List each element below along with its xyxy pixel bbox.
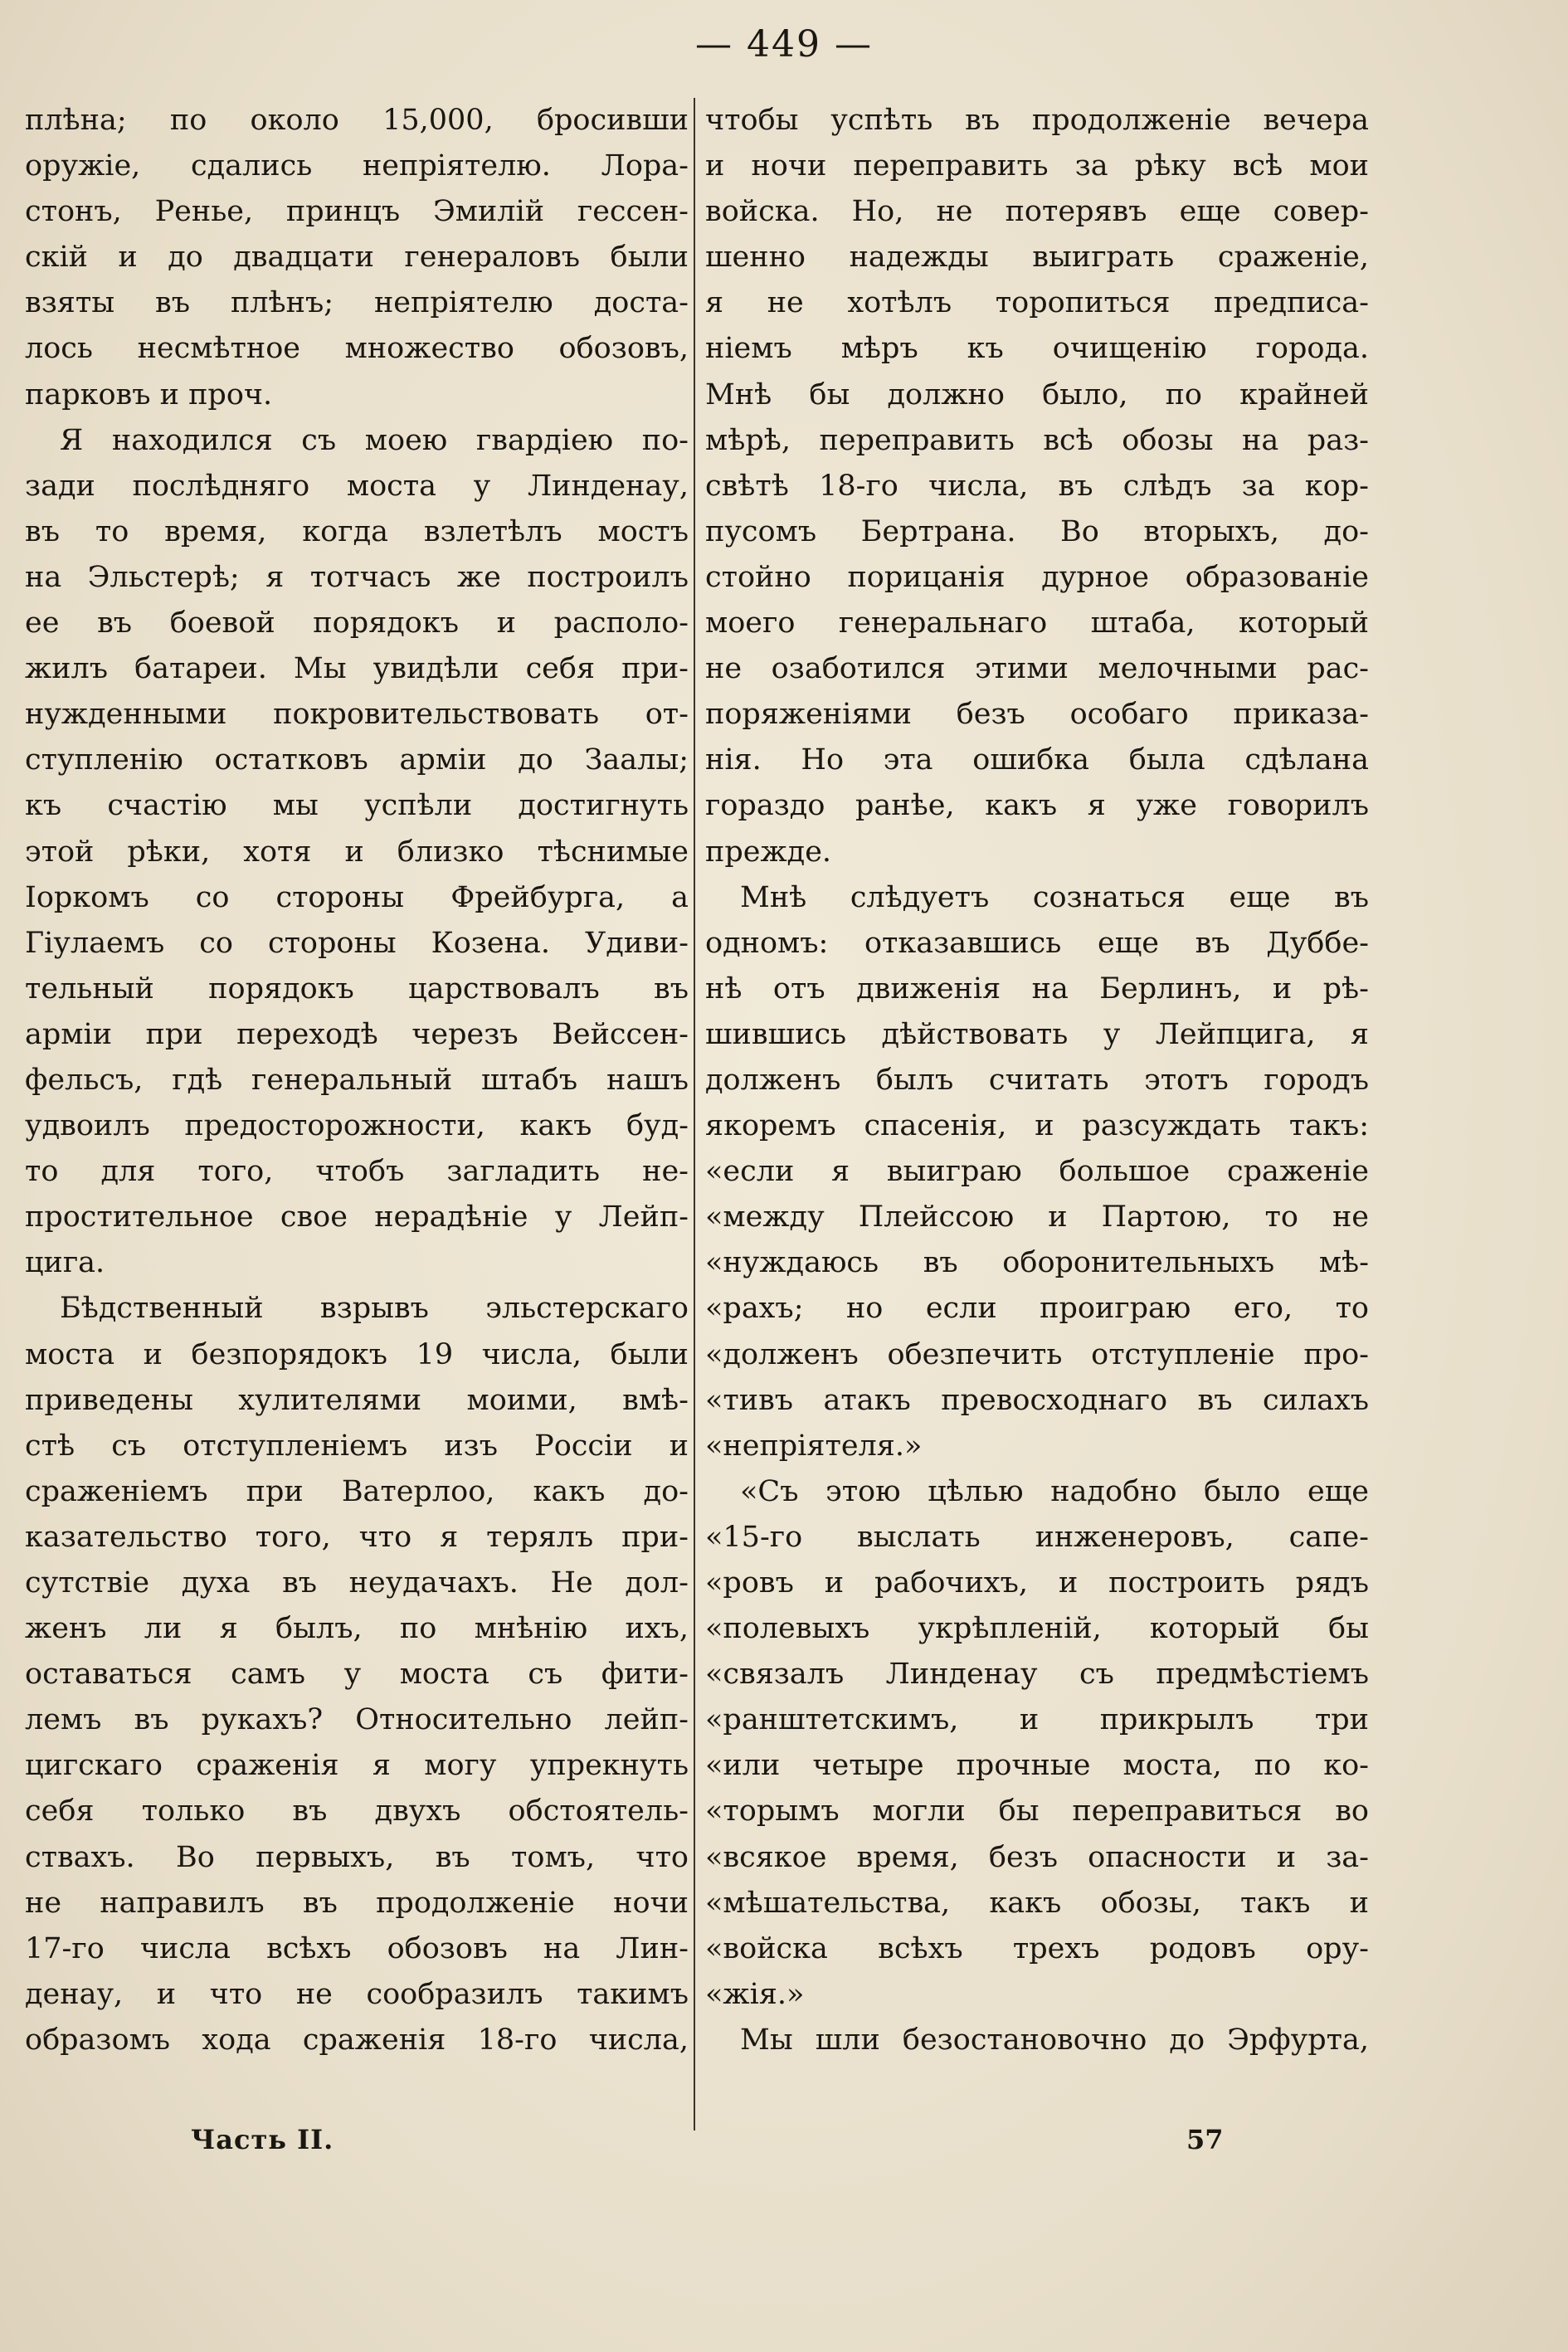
text-line: Бѣдственный взрывъ эльстерскаго: [60, 1292, 689, 1326]
text-line: не направилъ въ продолженіе ночи: [25, 1886, 689, 1920]
text-line: цигскаго сраженія я могу упрекнуть: [25, 1749, 689, 1783]
text-line: ствахъ. Во первыхъ, въ томъ, что: [25, 1840, 689, 1874]
text-line: свѣтѣ 18-го числа, въ слѣдъ за кор-: [705, 469, 1369, 503]
text-line: лось несмѣтное множество обозовъ,: [25, 332, 689, 366]
text-line: нужденными покровительствовать от-: [25, 698, 689, 732]
text-line: «жія.»: [705, 1977, 805, 2011]
text-line: «ранштетскимъ, и прикрылъ три: [705, 1703, 1369, 1737]
text-line: «непріятеля.»: [705, 1429, 923, 1463]
column-divider: [694, 98, 695, 2130]
text-line: стонъ, Ренье, принцъ Эмилій гессен-: [25, 195, 689, 229]
text-line: не озаботился этими мелочными рас-: [705, 652, 1369, 686]
text-line: войска. Но, не потерявъ еще совер-: [705, 195, 1369, 229]
text-line: арміи при переходѣ черезъ Вейссен-: [25, 1017, 689, 1051]
text-line: себя только въ двухъ обстоятель-: [25, 1794, 689, 1829]
text-line: «мѣшательства, какъ обозы, такъ и: [705, 1886, 1369, 1920]
text-line: Іоркомъ со стороны Фрейбурга, а: [25, 880, 689, 914]
text-line: оружіе, сдались непріятелю. Лора-: [25, 149, 689, 183]
text-line: мѣрѣ, переправить всѣ обозы на раз-: [705, 423, 1369, 457]
text-line: «если я выиграю большое сраженіе: [705, 1155, 1369, 1189]
text-line: Мнѣ слѣдуетъ сознаться еще въ: [740, 880, 1369, 914]
text-line: стойно порицанія дурное образованіе: [705, 560, 1369, 594]
text-line: «войска всѣхъ трехъ родовъ ору-: [705, 1931, 1369, 1965]
text-line: якоремъ спасенія, и разсуждать такъ:: [705, 1109, 1369, 1143]
text-line: сутствіе духа въ неудачахъ. Не дол-: [25, 1566, 689, 1600]
text-line: удвоилъ предосторожности, какъ буд-: [25, 1109, 689, 1143]
text-line: Мнѣ бы должно было, по крайней: [705, 377, 1369, 411]
footer-sheet-number: 57: [1186, 2124, 1224, 2155]
text-line: прежде.: [705, 835, 832, 869]
text-line: образомъ хода сраженія 18-го числа,: [25, 2023, 689, 2057]
text-line: нія. Но эта ошибка была сдѣлана: [705, 743, 1369, 777]
text-line: «Съ этою цѣлью надобно было еще: [740, 1474, 1369, 1508]
text-line: простительное свое нерадѣніе у Лейп-: [25, 1200, 689, 1234]
text-line: оставаться самъ у моста съ фити-: [25, 1658, 689, 1692]
footer-signature: Часть II.: [191, 2124, 334, 2155]
text-line: «тивъ атакъ превосходнаго въ силахъ: [705, 1383, 1369, 1417]
text-line: 17-го числа всѣхъ обозовъ на Лин-: [25, 1931, 689, 1965]
text-line: моего генеральнаго штаба, который: [705, 606, 1369, 640]
text-line: гораздо ранѣе, какъ я уже говорилъ: [705, 789, 1369, 823]
text-line: лемъ въ рукахъ? Относительно лейп-: [25, 1703, 689, 1737]
text-line: къ счастію мы успѣли достигнуть: [25, 789, 689, 823]
text-line: казательство того, что я терялъ при-: [25, 1520, 689, 1554]
text-line: пусомъ Бертрана. Во вторыхъ, до-: [705, 514, 1369, 548]
text-line: женъ ли я былъ, по мнѣнію ихъ,: [25, 1612, 689, 1646]
text-line: цига.: [25, 1246, 105, 1280]
text-line: денау, и что не сообразилъ такимъ: [25, 1977, 689, 2011]
text-line: «между Плейссою и Партою, то не: [705, 1200, 1369, 1234]
text-line: поряженіями безъ особаго приказа-: [705, 698, 1369, 732]
text-line: «нуждаюсь въ оборонительныхъ мѣ-: [705, 1246, 1369, 1280]
text-line: парковъ и проч.: [25, 377, 273, 411]
text-line: «связалъ Линденау съ предмѣстіемъ: [705, 1658, 1369, 1692]
text-line: «всякое время, безъ опасности и за-: [705, 1840, 1369, 1874]
text-line: я не хотѣлъ торопиться предписа-: [705, 286, 1369, 320]
text-line: долженъ былъ считать этотъ городъ: [705, 1063, 1369, 1097]
text-line: «ровъ и рабочихъ, и построить рядъ: [705, 1566, 1369, 1600]
text-line: стѣ съ отступленіемъ изъ Россіи и: [25, 1429, 689, 1463]
text-line: и ночи переправить за рѣку всѣ мои: [705, 149, 1369, 183]
text-line: тельный порядокъ царствовалъ въ: [25, 971, 689, 1006]
text-line: сраженіемъ при Ватерлоо, какъ до-: [25, 1474, 689, 1508]
text-line: нѣ отъ движенія на Берлинъ, и рѣ-: [705, 971, 1369, 1006]
text-line: въ то время, когда взлетѣлъ мостъ: [25, 514, 689, 548]
text-line: чтобы успѣть въ продолженіе вечера: [705, 104, 1369, 137]
text-line: ее въ боевой порядокъ и располо-: [25, 606, 689, 640]
text-line: ніемъ мѣръ къ очищенію города.: [705, 332, 1369, 366]
text-line: плѣна; по около 15,000, бросивши: [25, 104, 689, 137]
text-line: то для того, чтобъ загладить не-: [25, 1155, 689, 1189]
text-line: «полевыхъ укрѣпленій, который бы: [705, 1612, 1369, 1646]
text-line: этой рѣки, хотя и близко тѣснимые: [25, 835, 689, 869]
text-line: взяты въ плѣнъ; непріятелю доста-: [25, 286, 689, 320]
text-line: Я находился съ моею гвардіею по-: [60, 423, 689, 457]
page-number: — 449 —: [695, 23, 873, 66]
text-line: «торымъ могли бы переправиться во: [705, 1794, 1369, 1829]
text-line: приведены хулителями моими, вмѣ-: [25, 1383, 689, 1417]
left-text-column: [25, 98, 689, 2063]
text-line: «или четыре прочные моста, по ко-: [705, 1749, 1369, 1783]
text-line: «долженъ обезпечить отступленіе про-: [705, 1337, 1369, 1371]
text-line: одномъ: отказавшись еще въ Дуббе-: [705, 926, 1369, 960]
text-line: жилъ батареи. Мы увидѣли себя при-: [25, 652, 689, 686]
text-line: Мы шли безостановочно до Эрфурта,: [740, 2023, 1369, 2057]
text-line: ступленію остатковъ арміи до Заалы;: [25, 743, 689, 777]
text-line: шенно надежды выиграть сраженіе,: [705, 241, 1369, 275]
text-line: фельсъ, гдѣ генеральный штабъ нашъ: [25, 1063, 689, 1097]
text-line: шившись дѣйствовать у Лейпцига, я: [705, 1017, 1369, 1051]
text-line: моста и безпорядокъ 19 числа, были: [25, 1337, 689, 1371]
text-line: зади послѣдняго моста у Линденау,: [25, 469, 689, 503]
text-line: на Эльстерѣ; я тотчасъ же построилъ: [25, 560, 689, 594]
text-line: скій и до двадцати генераловъ были: [25, 241, 689, 275]
text-line: «15-го выслать инженеровъ, сапе-: [705, 1520, 1369, 1554]
right-text-column: [705, 98, 1369, 2063]
text-line: Гіулаемъ со стороны Козена. Удиви-: [25, 926, 689, 960]
text-line: «рахъ; но если проиграю его, то: [705, 1292, 1369, 1326]
